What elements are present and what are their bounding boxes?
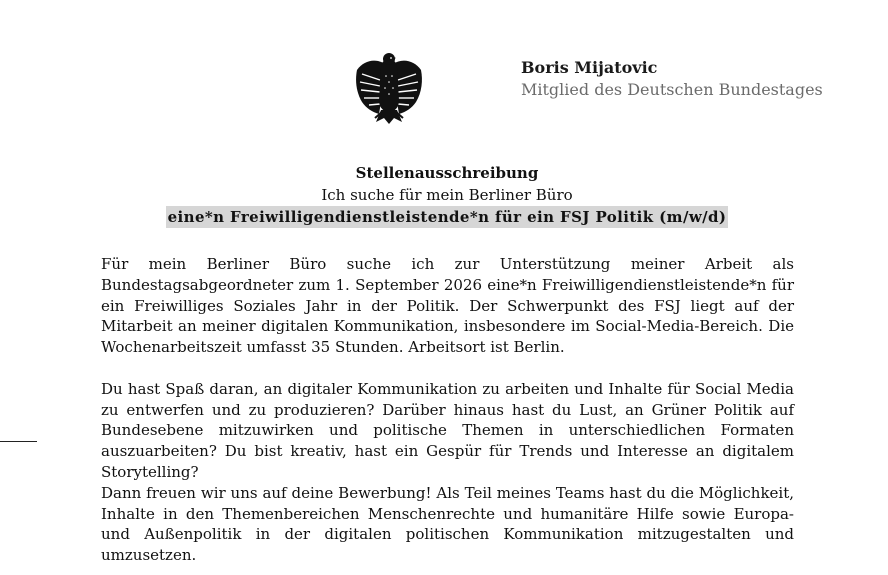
job-description [101, 254, 794, 566]
margin-rule [0, 441, 37, 442]
member-name: Boris Mijatovic [521, 58, 658, 77]
paragraph-offer: Dann freuen wir uns auf deine Bewerbung! Als Teil meines Teams hast du die Möglichkeit, Inhalte in den Themenbereichen Menschenrechte und humanitäre Hilfe sowie Europa- und Außenpolitik in der digitalen politischen Kommunikation mitzugestalten und umzusetzen. [101, 483, 794, 565]
bundestag-eagle-icon [354, 50, 424, 126]
letterhead [521, 57, 823, 101]
paragraph-profile: Du hast Spaß daran, an digitaler Kommunikation zu arbeiten und Inhalte für Social Media zu entwerfen und zu produzieren? Darüber hinaus hast du Lust, an Grüner Politik auf Bundesebene mitzuwirken und politische Themen in unterschiedlichen Formaten auszuarbeiten? Du bist kreativ, hast ein Gespür für Trends und Interesse an digitalem Storytelling? [101, 379, 794, 481]
member-role: Mitglied des Deutschen Bundestages [521, 80, 823, 99]
paragraph-gap [101, 358, 794, 379]
paragraph-intro: Für mein Berliner Büro suche ich zur Unterstützung meiner Arbeit als Bundestagsabgeordneter zum 1. September 2026 eine*n Freiwilligendienstleistende*n für ein Freiwilliges Soziales Jahr in der Politik. Der Schwerpunkt des FSJ liegt auf der Mitarbeit an meiner digitalen Kommunikation, insbesondere im Social-Media-Bereich. Die Wochenarbeitszeit umfasst 35 Stunden. Arbeitsort ist Berlin. [101, 255, 794, 357]
job-heading [100, 162, 794, 228]
document-subtitle: Ich suche für mein Berliner Büro [321, 186, 573, 204]
position-title: eine*n Freiwilligendienstleistende*n für ein FSJ Politik (m/w/d) [167, 208, 727, 226]
document-title: Stellenausschreibung [355, 164, 539, 182]
